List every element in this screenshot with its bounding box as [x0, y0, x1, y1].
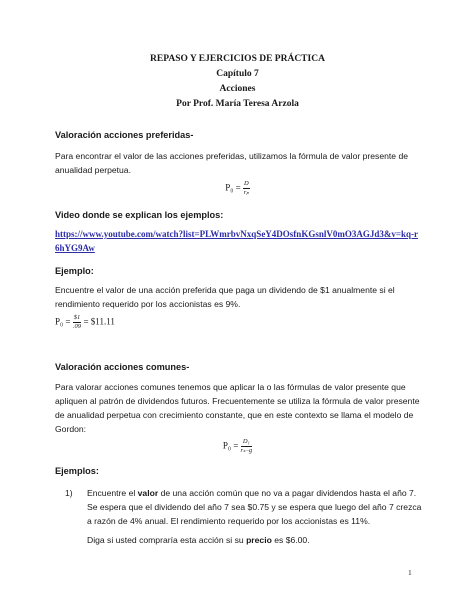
video-link[interactable]: https://www.youtube.com/watch?list=PLWmrbvNxqSeY4DOsfnKGsnlV0mO3AGJd3&v=kq-r6hYG9Aw — [55, 229, 418, 253]
item-text-pre: Encuentre el — [87, 488, 138, 498]
gordon-formula — [55, 438, 420, 455]
question-pre: Diga si usted compraría esta acción si su — [87, 535, 247, 545]
formula-lhs: P₀ = — [225, 182, 241, 193]
video-heading: Video donde se explican los ejemplos: — [55, 210, 224, 220]
chapter-label: Capítulo 7 — [216, 69, 259, 79]
item-text-post: de una acción común que no va a pagar dividendos hasta el año 7. Se espera que el dividendo del año 7 sea $0.75 y se espera que luego del año 7 crezca a razón de 4% anual. El rendimiento requerido por los accionistas es 11%. — [87, 488, 422, 526]
formula-denominator: .09 — [72, 323, 82, 330]
formula-fraction — [73, 314, 82, 331]
formula-result: = $11.11 — [83, 316, 115, 327]
preferred-formula — [55, 180, 420, 197]
formula-denominator: rₛ₋g — [240, 447, 253, 454]
common-intro: Para valorar acciones comunes tenemos que aplicar la o las fórmulas de valor presente que apliquen al patrón de dividendos futuros. Frecuentemente se utiliza la fórmula de valor presente de anualidad perpetua con crecimiento constante, que en este contexto se llama el modelo de Gordon: — [55, 382, 420, 434]
topic-label: Acciones — [219, 84, 256, 94]
doc-title: REPASO Y EJERCICIOS DE PRÁCTICA — [150, 54, 325, 64]
formula-lhs: P₀ = — [55, 316, 71, 327]
preferred-heading: Valoración acciones preferidas- — [55, 130, 194, 140]
author-label: Por Prof. María Teresa Arzola — [176, 99, 299, 109]
example-heading: Ejemplo: — [55, 266, 94, 276]
formula-numerator: D — [244, 180, 249, 187]
formula-lhs: P₀ = — [222, 440, 239, 451]
example-text: Encuentre el valor de una acción preferida que paga un dividendo de $1 anualmente si el rendimiento requerido por los accionistas es 9%. — [55, 285, 395, 309]
question-bold: precio — [246, 535, 272, 545]
formula-fraction — [243, 180, 250, 197]
preferred-intro: Para encontrar el valor de las acciones preferidas, utilizamos la fórmula de valor presente de anualidad perpetua. — [55, 151, 409, 175]
examples-heading: Ejemplos: — [55, 466, 99, 476]
item-text-bold: valor — [137, 488, 159, 498]
question-post: es $6.00. — [271, 535, 310, 545]
list-item-question — [87, 533, 425, 547]
formula-numerator: $1 — [73, 314, 81, 321]
example-formula — [55, 314, 420, 331]
formula-fraction — [241, 438, 253, 455]
list-item-text — [87, 486, 425, 528]
formula-denominator: rₚ — [243, 189, 250, 196]
formula-numerator: D₁ — [241, 438, 253, 447]
page-number: 1 — [408, 568, 412, 577]
common-heading: Valoración acciones comunes- — [55, 362, 190, 372]
list-item-number: 1) — [65, 488, 73, 498]
